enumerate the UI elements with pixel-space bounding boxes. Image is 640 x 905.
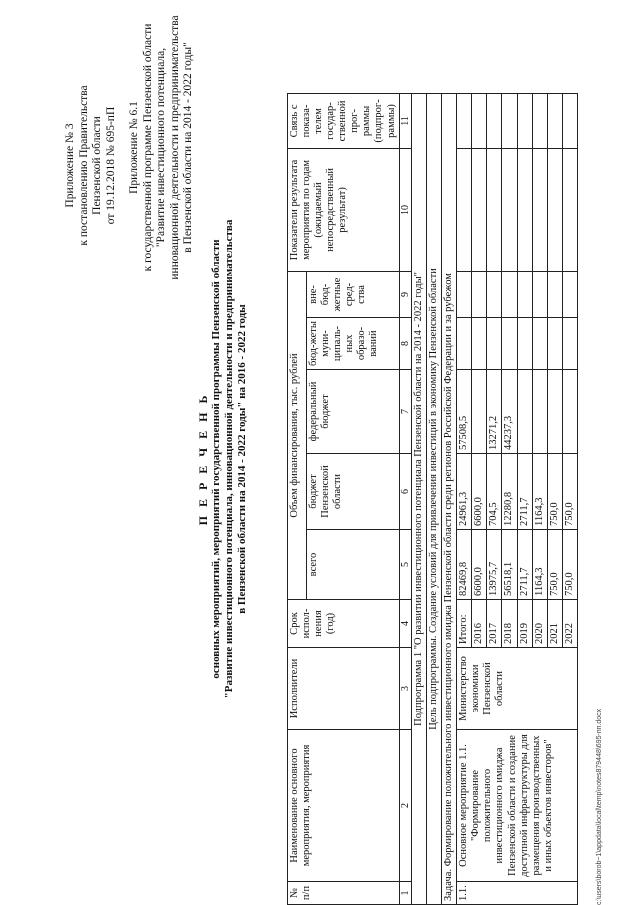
row-indicators [547,148,562,271]
row-total: 82469,8 [457,530,472,600]
appendix-line: инновационной деятельности и предпринимательства [168,15,181,280]
col-number: 4 [399,600,412,648]
subprogram-task: Задача. Формирование положительного инвестиционного имиджа Пензенской области среди регионов Российской Федерации и за рубежом [442,93,457,904]
col-number: 7 [399,370,412,454]
table-spacer [517,22,532,93]
row-total: 750,0 [547,530,562,600]
heading-line: основных мероприятий, мероприятий государственной программы Пензенской области [210,239,223,679]
row-indicators [517,148,532,271]
row-regional: 2711,7 [517,454,532,530]
col-number: 8 [399,318,412,370]
row-federal [532,370,547,454]
row-link [487,93,502,148]
row-municipal [547,318,562,370]
col-number: 2 [399,730,412,882]
appendix-line: к государственной программе Пензенской области [141,23,154,272]
row-federal: 44237,3 [502,370,517,454]
row-federal: 57508,5 [457,370,472,454]
file-path: c:\users\borob~1\appdata\local\temp\notes879448\695-пп.docx [596,708,603,905]
table-spacer [532,22,547,93]
row-offbudget [532,271,547,317]
heading-line: "Развитие инвестиционного потенциала, инновационной деятельности и предпринимательства [223,219,236,699]
row-link [472,93,487,148]
table-header-row [288,22,307,904]
row-year: 2019 [517,600,532,648]
document-heading [196,109,249,809]
row-link [532,93,547,148]
row-total: 13975,7 [487,530,502,600]
table-spacer [502,22,517,93]
row-link [547,93,562,148]
subprogram-title: Подпрограмма 1 "О развитии инвестиционного потенциала Пензенской области на 2014 - 2022 годы" [412,93,427,904]
measure-rows [457,22,578,904]
table-spacer [442,22,457,93]
appendix-line: Приложение № 3 [64,123,76,208]
row-total: 1164,3 [532,530,547,600]
header-total: всего [306,530,399,600]
row-indicators [472,148,487,271]
row-indicators [502,148,517,271]
table-spacer [412,22,427,93]
row-indicators [457,148,472,271]
row-regional: 6600,0 [472,454,487,530]
row-municipal [532,318,547,370]
row-total: 2711,7 [517,530,532,600]
row-indicators [562,148,577,271]
table-spacer [399,22,412,93]
subprogram-row [412,22,427,904]
row-total: 6600,0 [472,530,487,600]
column-numbers-row [399,22,412,904]
table-row [457,22,472,904]
row-total: 56518,1 [502,530,517,600]
row-offbudget [472,271,487,317]
appendix-line: Приложение № 6.1 [128,101,140,194]
document-title: П Е Р Е Ч Е Н Ь [196,392,210,526]
row-year: 2022 [562,600,577,648]
header-name: Наименование основного мероприятия, мероприятия [288,730,400,882]
row-year: 2018 [502,600,517,648]
row-link [562,93,577,148]
col-number: 9 [399,271,412,317]
row-executor: Министерство экономики Пензенской области [457,648,578,730]
task-row [442,22,457,904]
row-year: Итого: [457,600,472,648]
appendix-line: Пензенской области [91,116,104,215]
header-federal: федеральный бюджет [306,370,399,454]
row-link [457,93,472,148]
row-offbudget [502,271,517,317]
row-offbudget [547,271,562,317]
appendix-header [64,38,118,293]
row-link [517,93,532,148]
row-year: 2017 [487,600,502,648]
row-federal: 13271,2 [487,370,502,454]
header-term: Срок испол-нения (год) [288,600,400,648]
row-federal [517,370,532,454]
measures-table [287,22,578,905]
row-municipal [457,318,472,370]
row-federal [562,370,577,454]
table-spacer [427,22,442,93]
goal-row [427,22,442,904]
row-regional: 24961,3 [457,454,472,530]
row-year: 2020 [532,600,547,648]
col-number: 11 [399,93,412,148]
row-link [502,93,517,148]
row-year: 2016 [472,600,487,648]
row-year: 2021 [547,600,562,648]
row-municipal [517,318,532,370]
program-appendix-header [128,0,196,295]
table-spacer [487,22,502,93]
header-link: Связь с показа-телем государ-ственной прог-раммы (подпрог-раммы) [288,93,400,148]
col-number: 5 [399,530,412,600]
row-measure-name: Основное мероприятие 1.1. "Формирование положительного инвестиционного имиджа Пензенской области и создание доступной инфраструктуры для размещения производственных и иных объектов инвесторов" [457,730,578,882]
row-federal [547,370,562,454]
header-executor: Исполнители [288,648,400,730]
table-spacer [288,22,400,93]
row-offbudget [487,271,502,317]
col-number: 6 [399,454,412,530]
row-regional: 750,0 [562,454,577,530]
table-spacer [472,22,487,93]
appendix-line: "Развитие инвестиционного потенциала, [155,47,168,248]
row-regional: 750,0 [547,454,562,530]
heading-line: в Пензенской области на 2014 - 2022 годы" на 2016 - 2022 годы [236,304,249,614]
header-funding: Объем финансирования, тыс. рублей [288,271,307,599]
row-indicators [487,148,502,271]
row-municipal [562,318,577,370]
appendix-line: к постановлению Правительства [77,85,90,246]
row-offbudget [562,271,577,317]
row-municipal [472,318,487,370]
row-regional: 1164,3 [532,454,547,530]
row-regional: 12280,8 [502,454,517,530]
col-number: 3 [399,648,412,730]
header-num: № п/п [288,882,400,905]
col-number: 1 [399,882,412,905]
table-spacer [457,22,472,93]
subprogram-goal: Цель подпрограммы. Создание условий для привлечения инвестиций в экономику Пензенской области [427,93,442,904]
header-offbudget: вне-бюд-жетные сред-ства [306,271,399,317]
row-total: 750,0 [562,530,577,600]
row-indicators [532,148,547,271]
row-offbudget [457,271,472,317]
appendix-line: от 19.12.2018 № 695-пП [104,106,117,225]
table-spacer [547,22,562,93]
row-offbudget [517,271,532,317]
row-regional: 704,5 [487,454,502,530]
col-number: 10 [399,148,412,271]
table-spacer [562,22,577,93]
row-municipal [502,318,517,370]
header-regional: бюджет Пензенской области [306,454,399,530]
row-municipal [487,318,502,370]
row-federal [472,370,487,454]
appendix-line: в Пензенской области на 2014 - 2022 годы" [182,42,195,253]
header-indicators: Показатели результата мероприятия по годам (ожидаемый непосредственный результат) [288,148,400,271]
row-num: 1.1. [457,882,578,905]
header-municipal: бюд-жеты муни-ципаль-ных образо-ваний [306,318,399,370]
